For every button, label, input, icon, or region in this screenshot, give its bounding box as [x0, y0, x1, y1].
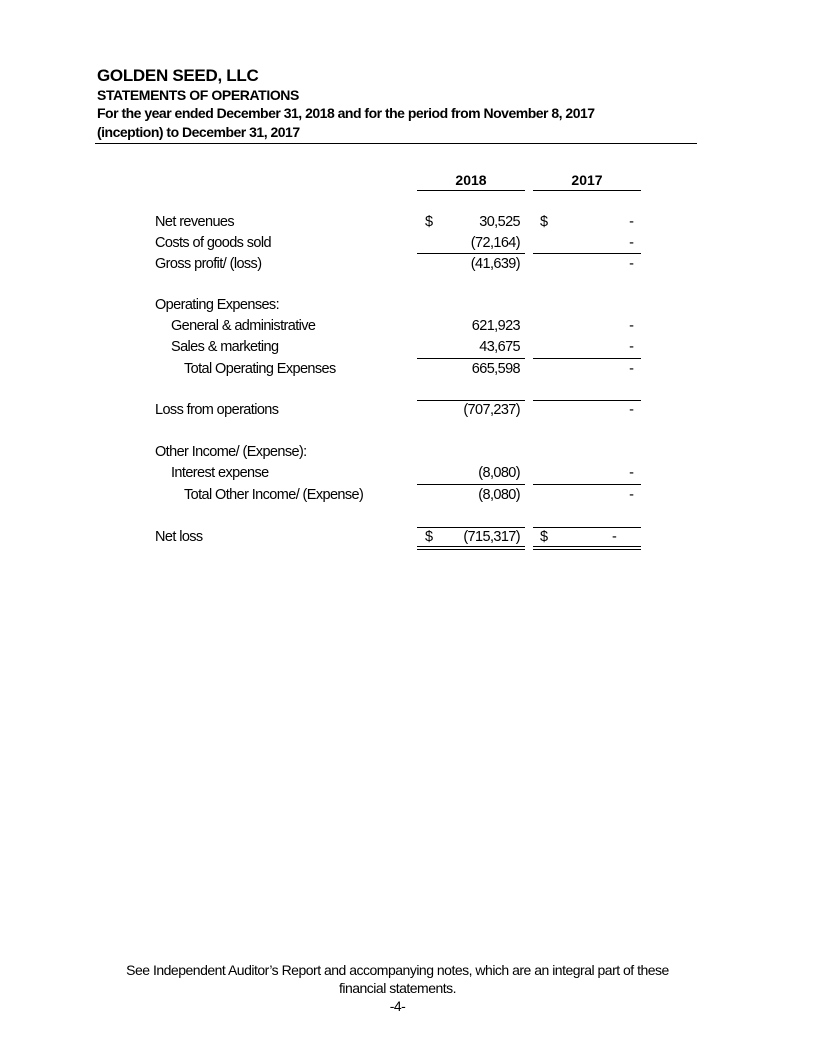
period-line-2: (inception) to December 31, 2017 [97, 124, 300, 140]
company-name: GOLDEN SEED, LLC [97, 66, 259, 85]
row-label-interest-expense: Interest expense [171, 465, 269, 481]
row-label-sales-marketing: Sales & marketing [171, 339, 279, 355]
currency-symbol-net-loss-2017: $ [540, 529, 549, 545]
column-header-rule-2017 [533, 190, 641, 191]
other-rule-2017 [533, 484, 641, 485]
value-total-opex-2018: 665,598 [471, 361, 520, 377]
value-interest-expense-2018: (8,080) [478, 465, 520, 481]
value-net-loss-2017: - [612, 529, 617, 545]
statement-title: STATEMENTS OF OPERATIONS [97, 87, 299, 103]
value-cogs-2018: (72,164) [470, 235, 520, 251]
net-loss-top-rule-2018 [417, 527, 525, 528]
value-net-loss-2018: (715,317) [463, 529, 520, 545]
value-interest-expense-2017: - [629, 465, 634, 481]
subtotal-rule-2017 [533, 253, 641, 254]
opex-rule-2018 [417, 358, 525, 359]
value-loss-from-operations-2018: (707,237) [463, 402, 520, 418]
row-label-net-revenues: Net revenues [155, 214, 235, 230]
value-sales-marketing-2017: - [629, 339, 634, 355]
value-gross-profit-2018: (41,639) [470, 256, 520, 272]
currency-symbol-2018: $ [425, 214, 434, 230]
section-label-operating-expenses: Operating Expenses: [155, 297, 280, 313]
column-header-2018: 2018 [455, 172, 487, 188]
value-general-admin-2017: - [629, 318, 634, 334]
value-total-other-2017: - [629, 487, 634, 503]
currency-symbol-2017: $ [540, 214, 549, 230]
opex-rule-2017 [533, 358, 641, 359]
value-cogs-2017: - [629, 235, 634, 251]
page-number: -4- [389, 998, 406, 1014]
value-net-revenues-2017: - [629, 214, 634, 230]
row-label-net-loss: Net loss [155, 529, 203, 545]
row-label-general-admin: General & administrative [171, 318, 316, 334]
value-loss-from-operations-2017: - [629, 402, 634, 418]
net-loss-double-rule-2017 [533, 546, 641, 550]
operations-rule-2018 [417, 400, 525, 401]
value-gross-profit-2017: - [629, 256, 634, 272]
net-loss-double-rule-2018 [417, 546, 525, 550]
operations-rule-2017 [533, 400, 641, 401]
other-rule-2018 [417, 484, 525, 485]
header-rule [95, 143, 697, 144]
currency-symbol-net-loss-2018: $ [425, 529, 434, 545]
value-net-revenues-2018: 30,525 [479, 214, 520, 230]
subtotal-rule-2018 [417, 253, 525, 254]
value-sales-marketing-2018: 43,675 [479, 339, 520, 355]
column-header-2017: 2017 [571, 172, 603, 188]
row-label-loss-from-operations: Loss from operations [155, 402, 279, 418]
value-total-opex-2017: - [629, 361, 634, 377]
row-label-total-other: Total Other Income/ (Expense) [184, 487, 364, 503]
net-loss-top-rule-2017 [533, 527, 641, 528]
section-label-other-income: Other Income/ (Expense): [155, 444, 307, 460]
footer-note-line-1: See Independent Auditor’s Report and accompanying notes, which are an integral part of these [126, 962, 669, 978]
value-total-other-2018: (8,080) [478, 487, 520, 503]
row-label-cogs: Costs of goods sold [155, 235, 271, 251]
row-label-gross-profit: Gross profit/ (loss) [155, 256, 262, 272]
footer-note-line-2: financial statements. [338, 980, 457, 996]
column-header-rule-2018 [417, 190, 525, 191]
period-line-1: For the year ended December 31, 2018 and for the period from November 8, 2017 [97, 105, 595, 121]
row-label-total-opex: Total Operating Expenses [184, 361, 336, 377]
value-general-admin-2018: 621,923 [471, 318, 520, 334]
